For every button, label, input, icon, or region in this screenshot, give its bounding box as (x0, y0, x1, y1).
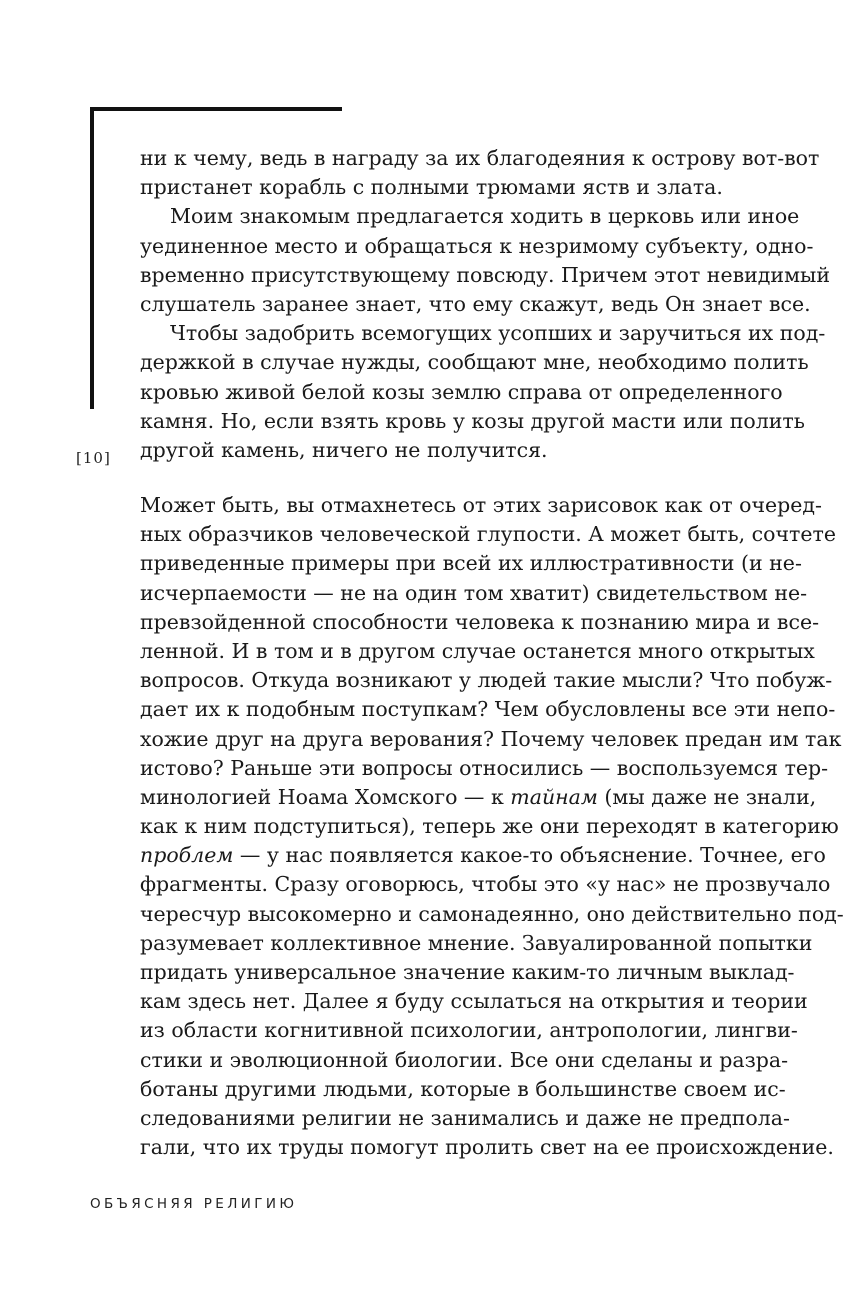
text-line: превзойденной способности человека к познанию мира и все- (140, 609, 820, 634)
text-line: исчерпаемости — не на один том хватит) свидетельством не- (140, 580, 808, 605)
text-line: ленной. И в том и в другом случае останется много открытых (140, 638, 815, 663)
paragraph-block-main (140, 491, 844, 1162)
text-line: ни к чему, ведь в награду за их благодеяния к острову вот-вот (140, 146, 820, 170)
text-line: держкой в случае нужды, сообщают мне, необходимо полить (140, 350, 809, 375)
text-line: кам здесь нет. Далее я буду ссылаться на открытия и теории (140, 989, 808, 1014)
text-line: чересчур высокомерно и самонадеянно, оно действительно под- (140, 901, 844, 926)
text-line: ботаны другими людьми, которые в большинстве своем ис- (140, 1076, 786, 1101)
text-line: слушатель заранее знает, что ему скажут, ведь Он знает все. (140, 291, 811, 316)
text-line: другой камень, ничего не получится. (140, 437, 548, 462)
text-line: кровью живой белой козы землю справа от определенного (140, 379, 783, 404)
running-title-footer: ОБЪЯСНЯЯ РЕЛИГИЮ (90, 1196, 298, 1212)
text-line: из области когнитивной психологии, антропологии, лингви- (140, 1018, 798, 1043)
text-line: стики и эволюционной биологии. Все они сделаны и разра- (140, 1047, 789, 1072)
text-line: хожие друг на друга верования? Почему человек предан им так (140, 726, 842, 751)
text-line-mixed (140, 783, 817, 812)
text-line: Моим знакомым предлагается ходить в церковь или иное (170, 204, 800, 229)
italic-term-tainam: тайнам (510, 784, 598, 809)
text-line: пристанет корабль с полными трюмами яств и злата. (140, 175, 723, 200)
text-fragment: минологией Ноама Хомского — к (140, 784, 504, 809)
text-line: уединенное место и обращаться к незримому субъекту, одно- (140, 233, 814, 258)
text-line: дает их к подобным поступкам? Чем обусловлены все эти непо- (140, 697, 836, 722)
text-line: камня. Но, если взять кровь у козы другой масти или полить (140, 408, 805, 433)
text-line: гали, что их труды помогут пролить свет на ее происхождение. (140, 1135, 834, 1160)
italic-term-problem: проблем (140, 843, 234, 868)
text-line: придать универсальное значение каким-то личным выклад- (140, 960, 795, 984)
text-fragment: (мы даже не знали, (604, 784, 817, 809)
page-number: [10] (76, 449, 111, 467)
text-line: следованиями религии не занимались и даже не предпола- (140, 1105, 790, 1130)
text-line: как к ним подступиться), теперь же они переходят в категорию (140, 814, 839, 839)
paragraph-block-continued (140, 144, 831, 465)
text-line: истово? Раньше эти вопросы относились — воспользуемся тер- (140, 755, 829, 780)
text-fragment: — у нас появляется какое-то объяснение. Точнее, его (239, 843, 826, 868)
text-line: вопросов. Откуда возникают у людей такие мысли? Что побуж- (140, 668, 833, 693)
corner-bracket-top-rule (90, 107, 342, 111)
text-line: Может быть, вы отмахнетесь от этих зарисовок как от очеред- (140, 493, 822, 517)
corner-bracket-left-rule (90, 107, 94, 409)
text-line: фрагменты. Сразу оговорюсь, чтобы это «у нас» не прозвучало (140, 872, 831, 897)
text-line: приведенные примеры при всей их иллюстративности (и не- (140, 551, 802, 576)
text-line: ных образчиков человеческой глупости. А может быть, сочтете (140, 522, 836, 547)
text-line: Чтобы задобрить всемогущих усопших и заручиться их под- (170, 321, 826, 346)
text-line: разумевает коллективное мнение. Завуалированной попытки (140, 930, 813, 955)
text-line-mixed (140, 841, 826, 870)
text-line: временно присутствующему повсюду. Причем этот невидимый (140, 262, 831, 287)
